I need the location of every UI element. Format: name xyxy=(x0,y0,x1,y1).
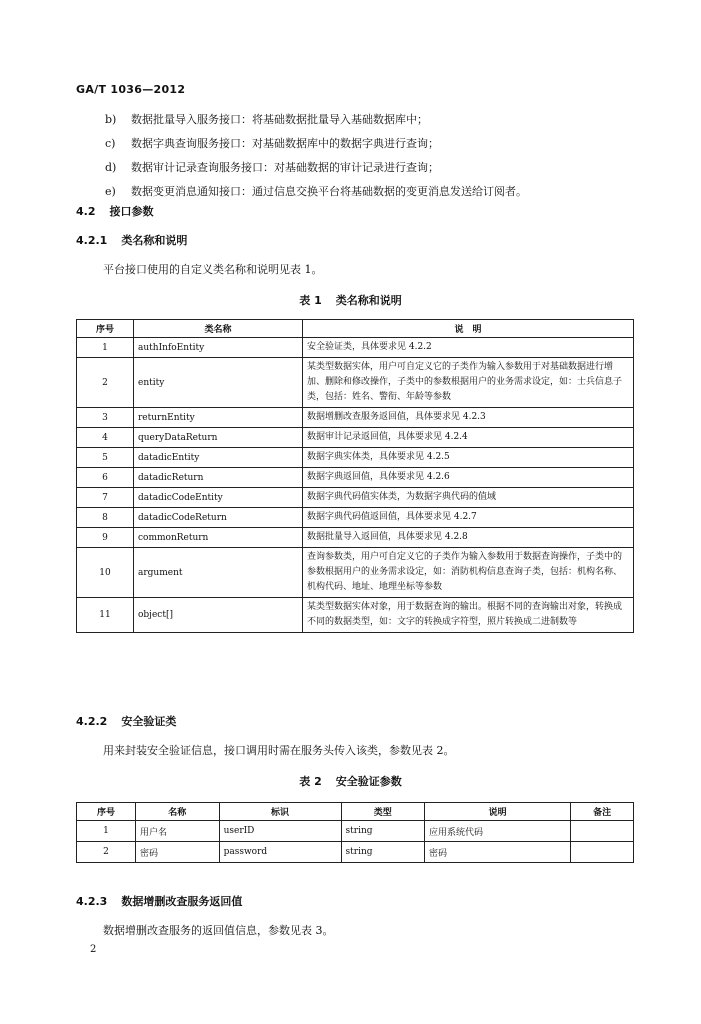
header-cell: 名称 xyxy=(136,803,220,821)
list-letter: d) xyxy=(105,161,117,174)
table-cell xyxy=(571,821,634,842)
interface-list xyxy=(105,108,527,204)
table-cell: 数据字典实体类，具体要求见 4.2.5 xyxy=(303,448,634,468)
section-title: 类名称和说明 xyxy=(121,234,188,247)
table-cell xyxy=(571,842,634,863)
table-row xyxy=(77,338,634,358)
table-cell: 2 xyxy=(77,842,136,863)
table-cell: 10 xyxy=(77,548,134,598)
header-cell: 说 明 xyxy=(303,320,634,338)
caption-number: 表 1 xyxy=(299,294,322,307)
header-cell: 类型 xyxy=(341,803,425,821)
table-row xyxy=(77,408,634,428)
header-cell: 序号 xyxy=(77,320,134,338)
list-letter: c) xyxy=(105,137,116,150)
table-cell: 某类型数据实体对象，用于数据查询的输出。根据不同的查询输出对象，转换成不同的数据类型，如：文字的转换成字符型，照片转换成二进制数等 xyxy=(303,598,634,633)
header-cell: 类名称 xyxy=(134,320,303,338)
section-4-2-heading xyxy=(76,203,154,219)
section-number: 4.2 xyxy=(76,205,96,218)
list-text: 数据批量导入服务接口：将基础数据批量导入基础数据库中； xyxy=(131,113,428,126)
table-cell: 密码 xyxy=(136,842,220,863)
section-number: 4.2.1 xyxy=(76,234,108,247)
list-text: 数据审计记录查询服务接口：对基础数据的审计记录进行查询； xyxy=(131,161,439,174)
list-item xyxy=(105,180,527,204)
table-cell: 5 xyxy=(77,448,134,468)
list-letter: e) xyxy=(105,185,116,198)
table-cell: 某类型数据实体，用户可自定义它的子类作为输入参数用于对基础数据进行增加、删除和修改操作，子类中的参数根据用户的业务需求设定，如：士兵信息子类，包括：姓名、警衔、年龄等参数 xyxy=(303,358,634,408)
paragraph: 用来封装安全验证信息，接口调用时需在服务头传入该类，参数见表 2。 xyxy=(103,744,455,757)
table-cell: object[] xyxy=(134,598,303,633)
section-4-2-3-heading xyxy=(76,893,242,909)
table-cell: 密码 xyxy=(425,842,571,863)
table-cell: 用户名 xyxy=(136,821,220,842)
table-cell: returnEntity xyxy=(134,408,303,428)
table-cell: 查询参数类，用户可自定义它的子类作为输入参数用于数据查询操作，子类中的参数根据用户的业务需求设定，如：消防机构信息查询子类，包括：机构名称、机构代码、地址、地理坐标等参数 xyxy=(303,548,634,598)
table-cell: 6 xyxy=(77,468,134,488)
paragraph: 平台接口使用的自定义类名称和说明见表 1。 xyxy=(103,263,323,276)
table-cell: datadicEntity xyxy=(134,448,303,468)
table-row xyxy=(77,548,634,598)
table-cell: datadicCodeEntity xyxy=(134,488,303,508)
table-header-row xyxy=(77,803,634,821)
table-cell: string xyxy=(341,842,425,863)
caption-title: 安全验证参数 xyxy=(335,775,402,788)
table-cell: 3 xyxy=(77,408,134,428)
table-row xyxy=(77,428,634,448)
table-cell: 4 xyxy=(77,428,134,448)
class-table xyxy=(76,319,634,633)
paragraph: 数据增删改查服务的返回值信息，参数见表 3。 xyxy=(103,924,334,937)
table-row xyxy=(77,528,634,548)
section-4-2-2-heading xyxy=(76,713,176,729)
section-number: 4.2.3 xyxy=(76,895,108,908)
list-text: 数据变更消息通知接口：通过信息交换平台将基础数据的变更消息发送给订阅者。 xyxy=(131,185,527,198)
list-item xyxy=(105,132,527,156)
table-row xyxy=(77,488,634,508)
table-row xyxy=(77,358,634,408)
table-cell: string xyxy=(341,821,425,842)
table-cell: 2 xyxy=(77,358,134,408)
table-row xyxy=(77,448,634,468)
table-cell: 安全验证类，具体要求见 4.2.2 xyxy=(303,338,634,358)
page-number: 2 xyxy=(90,944,97,955)
section-number: 4.2.2 xyxy=(76,715,108,728)
table-cell: 8 xyxy=(77,508,134,528)
standard-code: GA/T 1036—2012 xyxy=(76,83,186,96)
table-cell: argument xyxy=(134,548,303,598)
header-cell: 序号 xyxy=(77,803,136,821)
table-cell: 数据批量导入返回值，具体要求见 4.2.8 xyxy=(303,528,634,548)
table-cell: 11 xyxy=(77,598,134,633)
table-cell: 数据审计记录返回值，具体要求见 4.2.4 xyxy=(303,428,634,448)
table-cell: 应用系统代码 xyxy=(425,821,571,842)
table-cell: queryDataReturn xyxy=(134,428,303,448)
table-header-row xyxy=(77,320,634,338)
table-row xyxy=(77,842,634,863)
table-row xyxy=(77,508,634,528)
section-title: 安全验证类 xyxy=(121,715,177,728)
table-cell: authInfoEntity xyxy=(134,338,303,358)
table-cell: datadicReturn xyxy=(134,468,303,488)
header-cell: 标识 xyxy=(219,803,341,821)
list-letter: b) xyxy=(105,113,117,126)
list-item xyxy=(105,156,527,180)
table-cell: commonReturn xyxy=(134,528,303,548)
table-row xyxy=(77,821,634,842)
table-cell: 数据字典代码值实体类，为数据字典代码的值域 xyxy=(303,488,634,508)
table-cell: 数据增删改查服务返回值，具体要求见 4.2.3 xyxy=(303,408,634,428)
table-cell: entity xyxy=(134,358,303,408)
table-row xyxy=(77,468,634,488)
header-cell: 说明 xyxy=(425,803,571,821)
auth-param-table xyxy=(76,802,634,863)
table-row xyxy=(77,598,634,633)
table-cell: 7 xyxy=(77,488,134,508)
table-cell: 1 xyxy=(77,338,134,358)
table-cell: userID xyxy=(219,821,341,842)
table-cell: 9 xyxy=(77,528,134,548)
header-cell: 备注 xyxy=(571,803,634,821)
caption-title: 类名称和说明 xyxy=(335,294,402,307)
list-item xyxy=(105,108,527,132)
list-text: 数据字典查询服务接口：对基础数据库中的数据字典进行查询； xyxy=(131,137,439,150)
section-title: 接口参数 xyxy=(109,205,154,218)
table-cell: 1 xyxy=(77,821,136,842)
table1-caption xyxy=(0,292,701,308)
section-4-2-1-heading xyxy=(76,232,187,248)
table-cell: 数据字典代码值返回值，具体要求见 4.2.7 xyxy=(303,508,634,528)
caption-number: 表 2 xyxy=(299,775,322,788)
table2-caption xyxy=(0,773,701,789)
section-title: 数据增删改查服务返回值 xyxy=(121,895,243,908)
table-cell: 数据字典返回值，具体要求见 4.2.6 xyxy=(303,468,634,488)
table-cell: password xyxy=(219,842,341,863)
table-cell: datadicCodeReturn xyxy=(134,508,303,528)
